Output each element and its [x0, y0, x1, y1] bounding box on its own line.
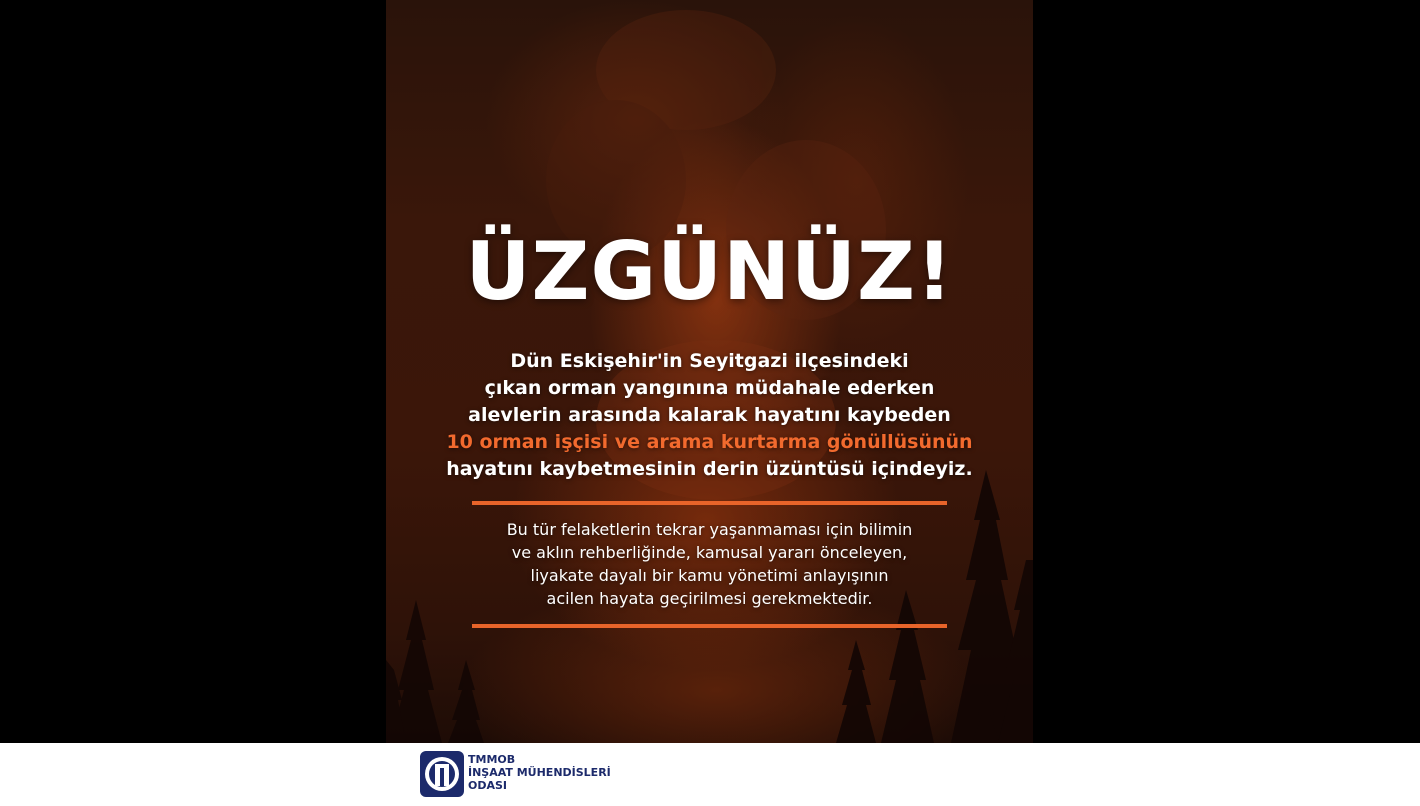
headline-title: ÜZGÜNÜZ! [465, 225, 954, 318]
body-line-4: acilen hayata geçirilmesi gerekmektedir. [546, 589, 873, 608]
lead-line-highlight: 10 orman işçisi ve arama kurtarma gönüllüsünün [446, 431, 973, 453]
divider-top [472, 501, 947, 505]
divider-bottom [472, 624, 947, 628]
lead-paragraph [386, 348, 1033, 483]
lead-line-1: Dün Eskişehir'in Seyitgazi ilçesindeki [510, 350, 909, 372]
body-line-1: Bu tür felaketlerin tekrar yaşanmaması için bilimin [506, 520, 913, 539]
tmmob-imo-logo-icon [420, 751, 464, 797]
body-line-3: liyakate dayalı bir kamu yönetimi anlayışının [530, 566, 889, 585]
footer-left-margin [0, 743, 386, 806]
condolence-poster [386, 0, 1033, 743]
footer-right-margin [1033, 743, 1420, 806]
lead-line-2: çıkan orman yangınına müdahale ederken [484, 377, 935, 399]
body-paragraph [386, 518, 1033, 610]
org-line-2: İNŞAAT MÜHENDİSLERİ [468, 766, 611, 779]
org-line-3: ODASI [468, 779, 508, 792]
org-line-1: TMMOB [468, 753, 516, 766]
lead-line-5: hayatını kaybetmesinin derin üzüntüsü içindeyiz. [446, 458, 973, 480]
lead-line-3: alevlerin arasında kalarak hayatını kaybeden [468, 404, 951, 426]
footer-band [386, 743, 1033, 806]
organization-name [468, 753, 611, 792]
body-line-2: ve aklın rehberliğinde, kamusal yararı önceleyen, [511, 543, 908, 562]
